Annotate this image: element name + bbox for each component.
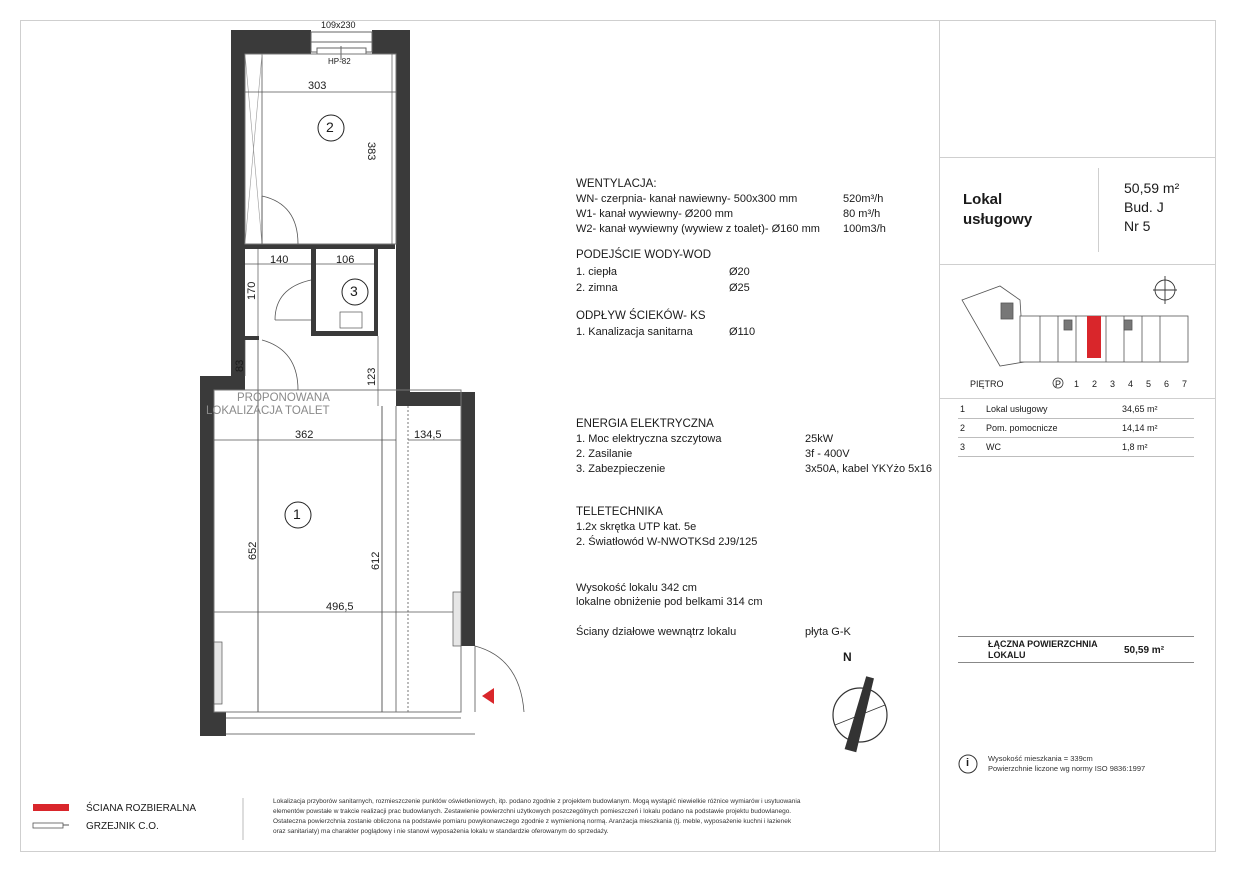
dim-83: 83 bbox=[234, 359, 246, 372]
table-row bbox=[958, 400, 1194, 419]
legend-radiator-label: GRZEJNIK C.O. bbox=[86, 821, 159, 832]
panel-rule bbox=[939, 398, 1216, 399]
legend-wall-label: ŚCIANA ROZBIERALNA bbox=[86, 803, 197, 814]
floor-3[interactable]: 3 bbox=[1110, 379, 1116, 389]
total-label bbox=[988, 639, 1098, 661]
floor-7[interactable]: 7 bbox=[1182, 379, 1188, 389]
water-row-1-value: Ø20 bbox=[729, 266, 750, 278]
floor-1[interactable]: 1 bbox=[1074, 379, 1080, 389]
dim-496-5: 496,5 bbox=[326, 601, 354, 613]
panel-divider bbox=[1098, 168, 1099, 252]
unit-title-line2: usługowy bbox=[963, 211, 1033, 228]
ventilation-row-2-label: W1- kanał wywiewny- Ø200 mm bbox=[576, 208, 734, 220]
ventilation-row-1-value: 520m³/h bbox=[843, 193, 884, 205]
sewage-row-1-label: 1. Kanalizacja sanitarna bbox=[576, 326, 693, 338]
entrance-arrow bbox=[482, 688, 494, 704]
doors bbox=[262, 196, 524, 712]
plan-walls bbox=[200, 30, 475, 736]
dim-106: 106 bbox=[336, 254, 355, 266]
floor-2[interactable]: 2 bbox=[1092, 379, 1098, 389]
telecom-row-1-label: 1.2x skrętka UTP kat. 5e bbox=[576, 521, 697, 533]
electric-row-1-value: 25kW bbox=[805, 433, 834, 445]
room-no: 3 bbox=[958, 438, 984, 457]
radiator bbox=[453, 592, 461, 646]
floor-label: PIĘTRO bbox=[970, 379, 1004, 389]
height-line-1: Wysokość lokalu 342 cm bbox=[576, 582, 697, 594]
ventilation-row-3-label: W2- kanał wywiewny (wywiew z toalet)- Ø160 mm bbox=[576, 223, 820, 235]
room-area: 14,14 m² bbox=[1120, 419, 1194, 438]
info-icon: i bbox=[966, 757, 970, 769]
table-row bbox=[958, 438, 1194, 457]
window-label: 109x230 bbox=[321, 20, 356, 30]
room-name: Pom. pomocnicze bbox=[984, 419, 1120, 438]
floor-5[interactable]: 5 bbox=[1146, 379, 1152, 389]
room-1-number: 1 bbox=[293, 506, 301, 522]
dim-612: 612 bbox=[370, 551, 382, 570]
room-no: 1 bbox=[958, 400, 984, 419]
total-label-line2: LOKALU bbox=[988, 650, 1026, 660]
info-note bbox=[988, 754, 1145, 774]
dim-652: 652 bbox=[247, 541, 259, 560]
unit-title bbox=[963, 190, 1032, 230]
total-label-line1: ŁĄCZNA POWIERZCHNIA bbox=[988, 639, 1098, 649]
dim-383: 383 bbox=[365, 142, 377, 161]
floor-4[interactable]: 4 bbox=[1128, 379, 1134, 389]
floor-p[interactable]: P bbox=[1055, 379, 1062, 389]
walls-value: płyta G-K bbox=[805, 626, 851, 638]
water-row-1-label: 1. ciepła bbox=[576, 266, 617, 278]
room-name: WC bbox=[984, 438, 1120, 457]
room-area: 34,65 m² bbox=[1120, 400, 1194, 419]
telecom-row-2-label: 2. Światłowód W-NWOTKSd 2J9/125 bbox=[576, 536, 758, 548]
wc-fixture bbox=[340, 312, 362, 328]
toilet-note-line2: LOKALIZACJA TOALET bbox=[206, 405, 330, 417]
unit-number: Nr 5 bbox=[1124, 218, 1151, 234]
room-3-number: 3 bbox=[350, 283, 358, 299]
electric-row-2-label: 2. Zasilanie bbox=[576, 448, 633, 460]
electric-row-1-label: 1. Moc elektryczna szczytowa bbox=[576, 433, 722, 445]
water-row-2-label: 2. zimna bbox=[576, 282, 618, 294]
electric-title: ENERGIA ELEKTRYCZNA bbox=[576, 418, 714, 430]
unit-building: Bud. J bbox=[1124, 199, 1164, 215]
dim-303: 303 bbox=[308, 80, 327, 92]
toilet-note-line1: PROPONOWANA bbox=[237, 392, 330, 404]
radiator-label: HP-82 bbox=[328, 57, 351, 66]
electric-row-3-label: 3. Zabezpieczenie bbox=[576, 463, 666, 475]
dim-123: 123 bbox=[366, 367, 378, 386]
ventilation-row-3-value: 100m3/h bbox=[843, 223, 886, 235]
footnote-line1: Lokalizacja przyborów sanitarnych, rozmieszczenie punktów oświetleniowych, itp. podano zgodnie z projektem budowlanym. Mogą wystąpić niewielkie różnice wymiarów i usytuowania bbox=[273, 798, 801, 805]
room-table bbox=[958, 400, 1194, 457]
total-rule bbox=[958, 662, 1194, 663]
north-letter: N bbox=[843, 650, 852, 664]
info-line2: Powierzchnie liczone wg normy ISO 9836:1997 bbox=[988, 764, 1146, 773]
dim-170: 170 bbox=[246, 281, 258, 300]
table-row bbox=[958, 419, 1194, 438]
highlighted-unit bbox=[1087, 316, 1101, 358]
radiator bbox=[214, 642, 222, 704]
ventilation-row-2-value: 80 m³/h bbox=[843, 208, 881, 220]
footnote-line3: Ostateczna powierzchnia zostanie obliczona na podstawie pomiaru powykonawczego zgodnie z wymienioną normą. Aranżacja mieszkania (tj. meble, wyposażenie kuchni i łazienek bbox=[273, 818, 792, 825]
footnote-line4: oraz sanitariaty) ma charakter poglądowy i nie stanowi wyposażenia lokalu w standardzie oferowanym do sprzedaży. bbox=[273, 828, 609, 835]
ventilation-title: WENTYLACJA: bbox=[576, 178, 657, 190]
panel-rule bbox=[939, 264, 1216, 265]
building-keyplan bbox=[962, 286, 1188, 366]
info-line1: Wysokość mieszkania = 339cm bbox=[988, 754, 1093, 763]
floor-6[interactable]: 6 bbox=[1164, 379, 1170, 389]
room-no: 2 bbox=[958, 419, 984, 438]
unit-area: 50,59 m² bbox=[1124, 180, 1180, 196]
height-line-2: lokalne obniżenie pod belkami 314 cm bbox=[576, 596, 763, 608]
panel-rule bbox=[939, 157, 1216, 158]
dim-140: 140 bbox=[270, 254, 289, 266]
ventilation-row-1-label: WN- czerpnia- kanał nawiewny- 500x300 mm bbox=[576, 193, 798, 205]
total-value: 50,59 m² bbox=[1124, 645, 1165, 656]
room-area: 1,8 m² bbox=[1120, 438, 1194, 457]
dim-134-5: 134,5 bbox=[414, 429, 442, 441]
room-name: Lokal usługowy bbox=[984, 400, 1120, 419]
electric-row-2-value: 3f - 400V bbox=[805, 448, 850, 460]
legend-radiator-swatch bbox=[33, 823, 63, 828]
sewage-row-1-value: Ø110 bbox=[729, 326, 756, 338]
panel-divider bbox=[939, 20, 940, 852]
dim-362: 362 bbox=[295, 429, 314, 441]
sewage-title: ODPŁYW ŚCIEKÓW- KS bbox=[576, 310, 706, 322]
water-row-2-value: Ø25 bbox=[729, 282, 750, 294]
footnote bbox=[273, 797, 913, 837]
total-rule bbox=[958, 636, 1194, 637]
unit-title-line1: Lokal bbox=[963, 191, 1003, 208]
footnote-line2: elementów powstałe w trakcie realizacji prac budowlanych. Zestawienie powierzchni użytkowych poszczególnych pomieszczeń i lokalu podano na podstawie projektu budowlanego. bbox=[273, 808, 792, 815]
walls-label: Ściany działowe wewnątrz lokalu bbox=[576, 626, 737, 638]
room-2-number: 2 bbox=[326, 119, 334, 135]
electric-row-3-value: 3x50A, kabel YKYżo 5x16 bbox=[805, 463, 932, 475]
unit-info bbox=[1124, 179, 1179, 236]
small-compass bbox=[1153, 276, 1177, 304]
telecom-title: TELETECHNIKA bbox=[576, 506, 663, 518]
legend-wall-swatch bbox=[33, 804, 69, 811]
water-title: PODEJŚCIE WODY-WOD bbox=[576, 249, 712, 261]
compass bbox=[833, 676, 887, 753]
